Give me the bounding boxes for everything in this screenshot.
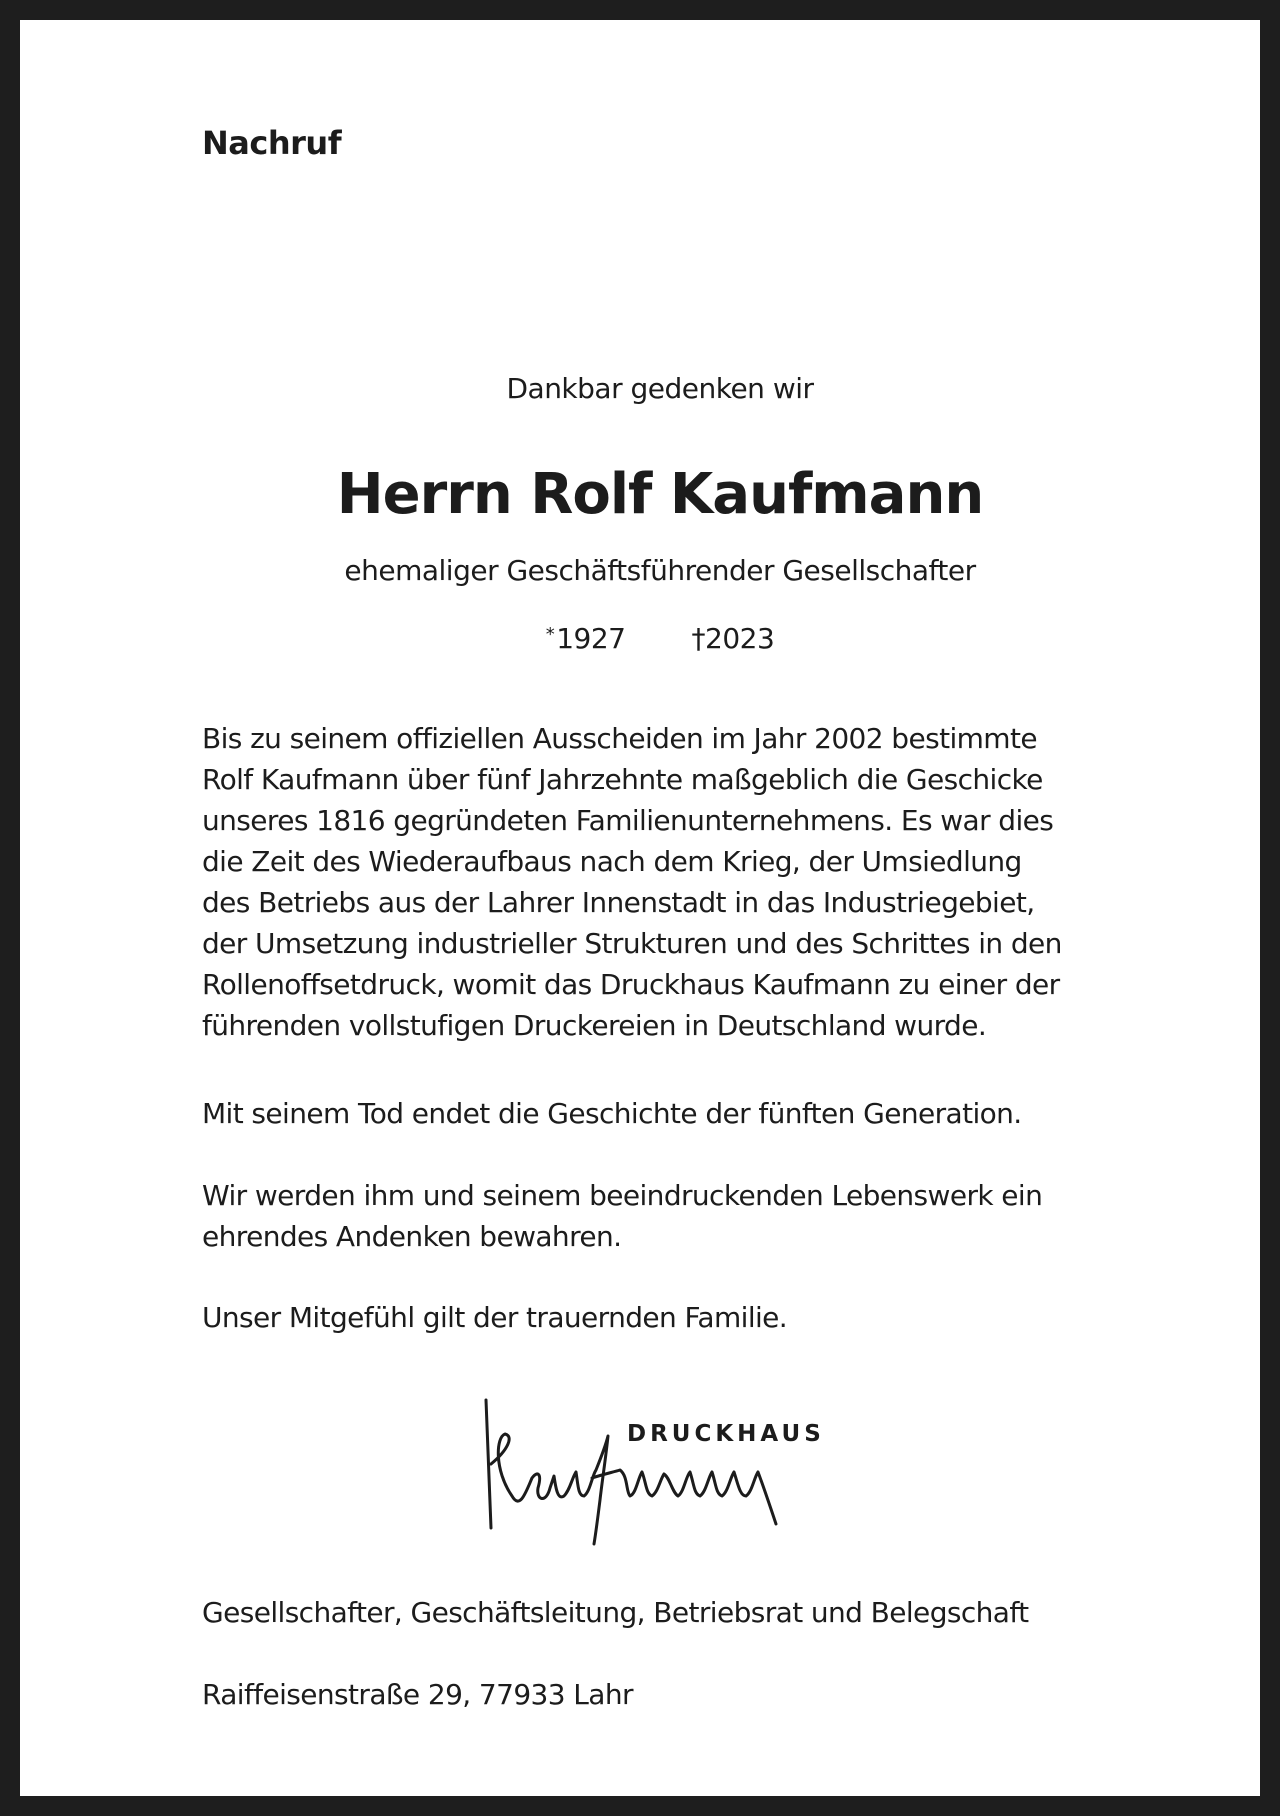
heading-nachruf: Nachruf [202,124,342,162]
paragraph-career: Bis zu seinem offiziellen Ausscheiden im Jahr 2002 bestimmte Rolf Kaufmann über fünf Jahrzehnte maßgeblich die Geschicke unseres 1816 gegründeten Familienunternehmens. Es war dies die Zeit des Wiederaufbaus nach dem Krieg, der Umsiedlung des Betriebs aus der Lahrer Innenstadt in das Industriegebiet, der Umsetzung industrieller Strukturen und des Schrittes in den Rollenoffsetdruck, womit das Druckhaus Kaufmann zu einer der führenden vollstufigen Druckereien in Deutschland wurde. [202,722,1062,1042]
death-year: 2023 [705,622,775,655]
deceased-name: Herrn Rolf Kaufmann [336,462,984,527]
druckhaus-kaufmann-logo [480,1392,860,1552]
death-symbol: † [691,622,705,655]
paragraph-generation: Mit seinem Tod endet die Geschichte der fünften Generation. [202,1097,1022,1130]
birth-symbol: * [545,624,555,645]
life-dates [20,622,1280,655]
logo-wordmark: DRUCKHAUS [627,1421,825,1447]
paragraph-condolence: Unser Mitgefühl gilt der trauernden Familie. [202,1301,788,1334]
company-address: Raiffeisenstraße 29, 77933 Lahr [202,1678,633,1711]
signatories: Gesellschafter, Geschäftsleitung, Betriebsrat und Belegschaft [202,1596,1029,1629]
deceased-role: ehemaliger Geschäftsführender Gesellschafter [344,554,976,587]
intro-text: Dankbar gedenken wir [506,372,814,405]
birth-year: 1927 [556,622,626,655]
paragraph-memory: Wir werden ihm und seinem beeindruckenden Lebenswerk ein ehrendes Andenken bewahren. [202,1179,1043,1253]
